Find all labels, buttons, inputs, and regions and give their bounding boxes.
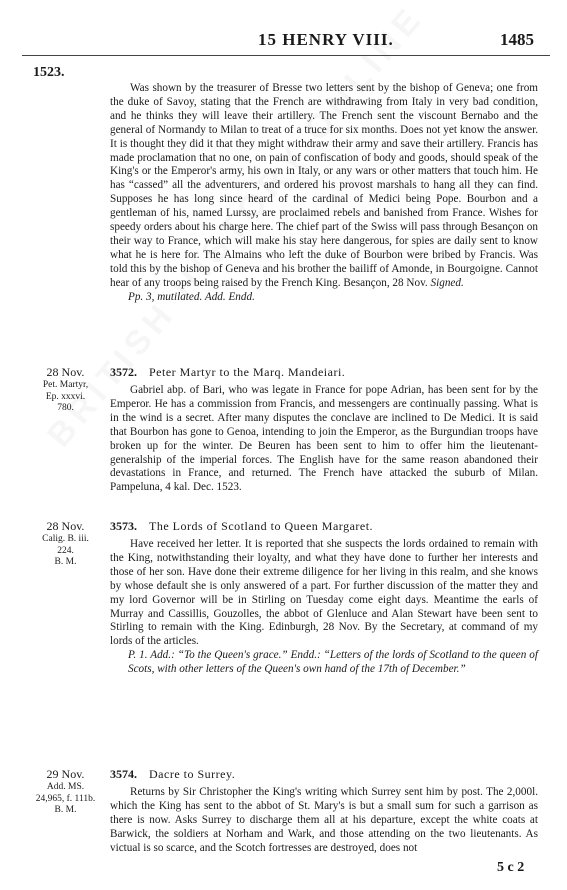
intro-paragraph: Was shown by the treasurer of Bresse two letters sent by the bishop of Geneva; one from the duke of Savoy, stating that the French are withdrawing from Italy in very bad condition, and he thinks they will leave their artillery. The French sent the viscount Bernabo and the general of Normandy to Milan to treat of a truce for six months. Does not yet know the answer. It is thought they did it that they might withdraw their army and save their artillery. Francis has made proclamation that no one, on pain of confiscation of body and goods, should speak of the King's or the Emperor's army, his own in Italy, or any wars or other matters that touch him. He has “cassed” all the adventurers, and ordered his provost marshals to hang all they can find. Supposes he has long since heard of the cardinal of Medici being Pope. Bourbon and a gentleman of his, named Lurssy, are proclaimed rebels and banished from France. Wishes for speedy orders about his charge here. The chief part of the Swiss will pass through Besançon on their way to France, which will make his stay here dangerous, for spies are daily sent to know what he is here for. The Almains who left the duke of Bourbon were bribed by Francis. Was told this by the bishop of Geneva and his brother the bailiff of Amonde, in Bourgoigne. Cannot hear of any troops being raised by the French King. Besançon, 28 Nov. Signed.	[110, 82, 538, 289]
entry-ref: 224.	[57, 545, 74, 556]
entry-number: 3574.	[110, 767, 137, 781]
running-head: 15 HENRY VIII.	[258, 30, 394, 49]
intro-entry	[110, 82, 538, 305]
entry-3573-body	[110, 538, 538, 677]
entry-3574-body	[110, 786, 538, 856]
entry-3573-margin	[28, 519, 103, 569]
entry-ref: B. M.	[54, 557, 77, 567]
entry-ref: Calig. B. iii.	[42, 534, 89, 544]
page-header	[0, 0, 567, 58]
entry-paragraph: Returns by Sir Christopher the King's writing which Surrey sent him by post. The 2,000l. which the King has sent to the abbot of St. Mary's is but a small sum for such a garrison as there is now. Asks Surrey to discharge them all at his departure, except the white coats at Barwick, the soldiers at Norham and Wark, and those attending on the two lieutenants. As victual is so scarce, and the Scotch fortresses are destroyed, does not	[110, 786, 538, 854]
entry-title: Dacre to Surrey.	[149, 767, 236, 781]
signed-label: Signed.	[430, 276, 464, 289]
entry-paragraph: Gabriel abp. of Bari, who was legate in France for pope Adrian, has been sent for by the Emperor. He has a commission from Francis, and messengers are continually passing. What is in the wind is a secret. After many disputes the conclave are inclined to De Medici. It is said that Bourbon has gone to Genoa, intending to join the Emperor, as the Burgundian troops have broken up for the winter. De Beuren has been sent to him to offer him the lieutenant-generalship of the imperial forces. The English have for the same reason abandoned their devastations in France, and returned. The French have attacked the suburb of Milan. Pampeluna, 4 kal. Dec. 1523.	[110, 384, 538, 494]
entry-paragraph: Have received her letter. It is reported that she suspects the lords ordained to remain with the King, notwithstanding their loyalty, and what they have done to further her interests and those of her son. Have done their extreme diligence for her living in this realm, and she knows by whose default she is only answered of a part. For further discussion of the matter they and my lord Governor will be in Stirling on Tuesday come eight days. Meantime the earls of Murray and Cassillis, Gouzolles, the abbot of Glenluce and Alan Stewart have been sent to Stirling to remain with the King. Edinburgh, 28 Nov. By the Secretary, at command of my lords of the articles.	[110, 538, 538, 648]
entry-ref: 24,965, f. 111b.	[35, 793, 96, 804]
entry-note: P. 1. Add.: “To the Queen's grace.” Endd.: “Letters of the lords of Scotland to the queen of Scots, with other letters of the Queen's own hand of the 17th of December.”	[128, 649, 538, 676]
year-label: 1523.	[33, 65, 65, 80]
page-number: 1485	[500, 30, 534, 49]
entry-ref: 780.	[57, 403, 74, 413]
entry-3574-margin	[28, 767, 103, 817]
entry-3574-heading	[110, 767, 235, 782]
entry-date: 29 Nov.	[46, 767, 85, 781]
entry-3573-heading	[110, 519, 373, 534]
signature-mark: 5 c 2	[497, 860, 525, 875]
entry-number: 3572.	[110, 365, 137, 379]
header-rule	[22, 55, 550, 56]
entry-ref: B. M.	[54, 805, 77, 815]
intro-note: Pp. 3, mutilated. Add. Endd.	[128, 290, 255, 303]
entry-title: Peter Martyr to the Marq. Mandeiari.	[149, 365, 346, 379]
entry-date: 28 Nov.	[46, 365, 85, 379]
entry-date: 28 Nov.	[46, 519, 85, 533]
entry-ref: Ep. xxxvi.	[45, 391, 86, 402]
entry-number: 3573.	[110, 519, 137, 533]
entry-title: The Lords of Scotland to Queen Margaret.	[149, 519, 374, 533]
entry-ref: Add. MS.	[46, 782, 85, 792]
entry-ref: Pet. Martyr,	[42, 380, 89, 390]
entry-3572-body	[110, 384, 538, 495]
entry-3572-heading	[110, 365, 345, 380]
entry-3572-margin	[28, 365, 103, 415]
